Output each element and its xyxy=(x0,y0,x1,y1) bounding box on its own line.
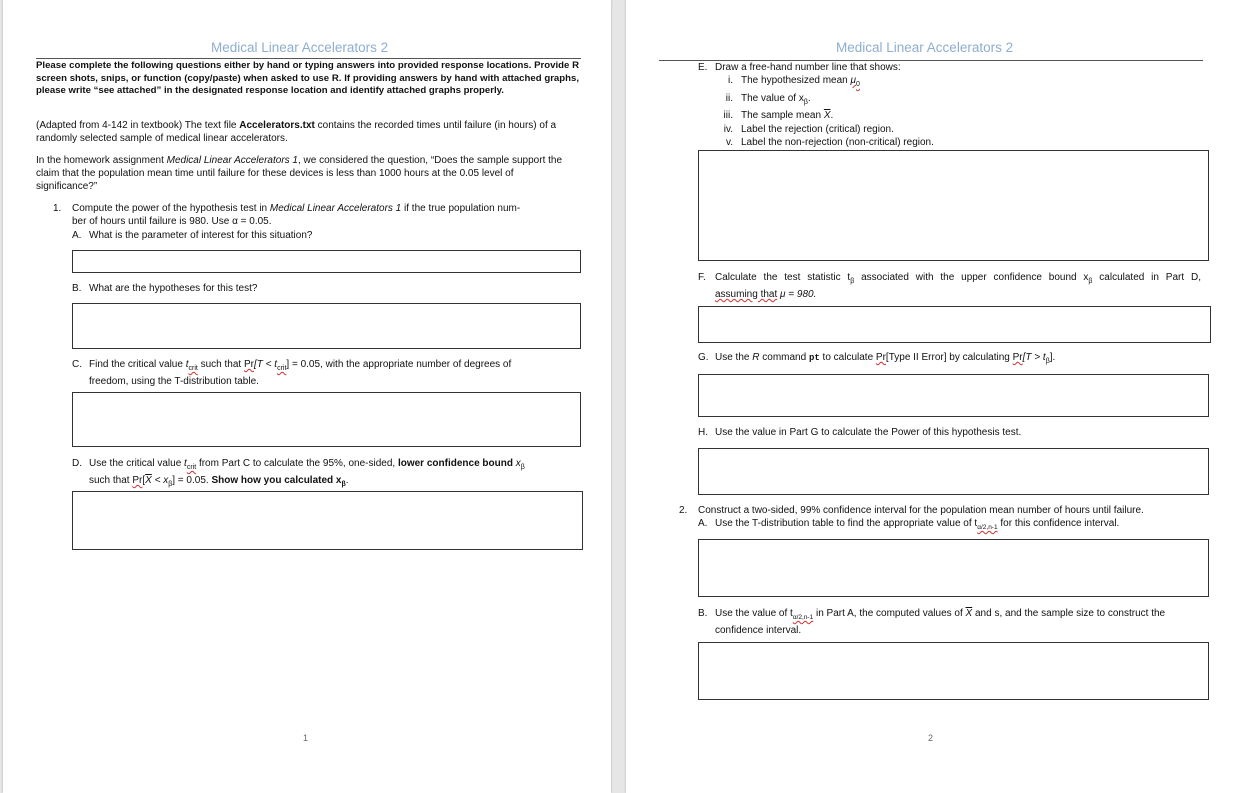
question-1d: D. Use the critical value $t_{crit}$ from Part C to calculate the 95%, one-sided, lower confidence bound $x_\beta$ such that $Pr[\overline{X} < x_\beta] = 0.05$. Show how you calculated $x_\beta$. xyxy=(72,458,525,488)
question-1-number: 1. xyxy=(53,203,62,214)
instructions-paragraph: Please complete the following questions either by hand or typing answers into provided response locations. Provide R screen shots, snips, or function (copy/paste) when asked to use R. If providing answers by hand with attached graphs, please write “see attached” in the designated response location and identify attached graphs properly. xyxy=(36,60,579,97)
question-1e: E. Draw a free-hand number line that shows: xyxy=(698,62,901,73)
answer-box-1c[interactable] xyxy=(72,392,581,447)
question-1-text: Compute the power of the hypothesis test in Medical Linear Accelerators 1 if the true population num- ber of hours until failure is 980. Use α = 0.05. xyxy=(72,203,521,227)
page-number: 2 xyxy=(928,733,934,743)
list-item: iv. Label the rejection (critical) region. xyxy=(723,123,894,135)
question-1b: B. What are the hypotheses for this test? xyxy=(72,283,258,294)
list-item: i. The hypothesized mean $\mu_0$ xyxy=(728,75,860,88)
question-1a: A. What is the parameter of interest for this situation? xyxy=(72,230,313,241)
answer-box-1h[interactable] xyxy=(698,448,1209,495)
list-item: v. Label the non-rejection (non-critical) region. xyxy=(725,137,934,148)
answer-box-1e[interactable] xyxy=(698,150,1209,261)
list-item: iii. The sample mean $\overline{X}$. xyxy=(723,110,834,121)
page-header-title: Medical Linear Accelerators 2 xyxy=(836,40,1014,55)
answer-box-1d[interactable] xyxy=(72,491,583,550)
question-2b: B. Use the value of $t_{\alpha/2,n-1}$ in Part A, the computed values of $\overline{X}$ and s, and the sample size to construct the confidence interval. xyxy=(698,608,1166,636)
question-2-number: 2. xyxy=(679,505,688,516)
answer-box-2a[interactable] xyxy=(698,539,1209,597)
document-page-1 xyxy=(3,0,611,793)
question-1h: H. Use the value in Part G to calculate the Power of this hypothesis test. xyxy=(698,427,1022,438)
answer-box-2b[interactable] xyxy=(698,642,1209,700)
question-2-text: Construct a two-sided, 99% confidence interval for the population mean number of hours until failure. xyxy=(698,505,1144,516)
adapted-paragraph: (Adapted from 4-142 in textbook) The text file Accelerators.txt contains the recorded times until failure (in hours) of a randomly selected sample of medical linear accelerators. xyxy=(36,120,557,144)
list-item: ii. The value of $x_\beta$. xyxy=(725,92,811,106)
question-1f: F. Calculate the test statistic $t_\beta$ associated with the upper confidence bound $x_\beta$ calculated in Part D, assuming that μ = 980. xyxy=(698,272,1201,300)
page-number: 1 xyxy=(303,733,309,743)
question-1e-list xyxy=(715,74,934,150)
answer-box-1a[interactable] xyxy=(72,250,581,273)
answer-box-1g[interactable] xyxy=(698,374,1209,417)
header-divider xyxy=(36,58,581,59)
homework-paragraph: In the homework assignment Medical Linear Accelerators 1, we considered the question, “Does the sample support the claim that the population mean time until failure for these devices is less than 1000 hours at the 0.05 level of significance?” xyxy=(36,155,563,192)
page-header-title: Medical Linear Accelerators 2 xyxy=(211,40,389,55)
document-page-2 xyxy=(626,0,1233,793)
question-1g: G. Use the R command pt to calculate Pr[Type II Error] by calculating $Pr[T > t_\beta]$. xyxy=(698,352,1056,365)
question-2a: A. Use the T-distribution table to find the appropriate value of $t_{\alpha/2,n-1}$ for this confidence interval. xyxy=(698,518,1120,531)
answer-box-1f[interactable] xyxy=(698,306,1211,343)
answer-box-1b[interactable] xyxy=(72,303,581,349)
question-1c: C. Find the critical value $t_{crit}$ such that $Pr[T < t_{crit}] = 0.05$, with the appropriate number of degrees of freedom, using the T-distribution table. xyxy=(72,359,512,387)
